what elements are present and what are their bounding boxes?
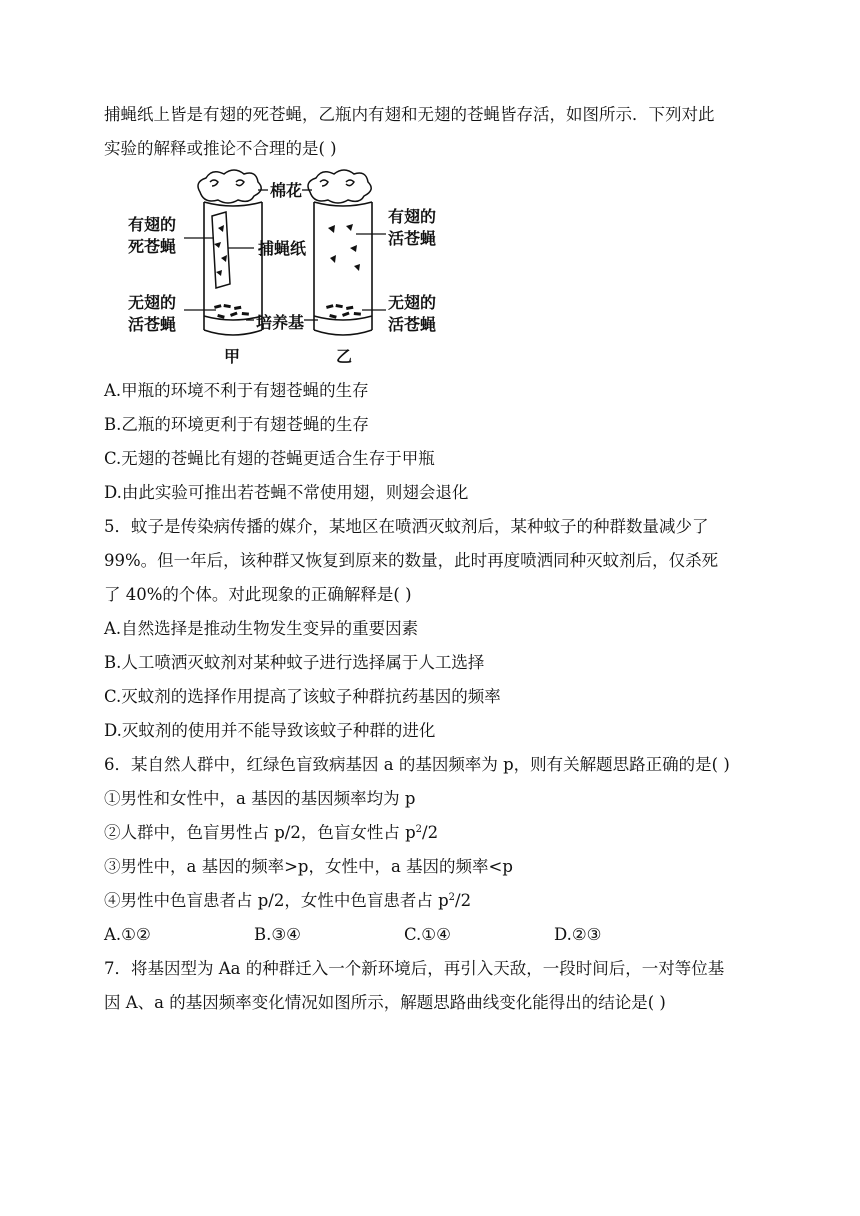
q7-stem-line1: 7．将基因型为 Aa 的种群迁入一个新环境后，再引入天敌，一段时间后，一对等位基 <box>104 959 725 978</box>
q6-statement-2 <box>104 821 438 845</box>
q4-option-c: C.无翅的苍蝇比有翅的苍蝇更适合生存于甲瓶 <box>104 449 435 468</box>
q6-s4-tail: /2 <box>455 891 472 910</box>
label-winged-live-2: 活苍蝇 <box>388 229 437 248</box>
q6-stem: 6．某自然人群中，红绿色盲致病基因 a 的基因频率为 p，则有关解题思路正确的是( ) <box>104 755 730 774</box>
label-medium: 培养基 <box>256 313 305 332</box>
q7-stem-line2: 因 A、a 的基因频率变化情况如图所示，解题思路曲线变化能得出的结论是( ) <box>104 993 666 1012</box>
label-winged-dead-1: 有翅的 <box>128 215 177 234</box>
q4-option-b: B.乙瓶的环境更利于有翅苍蝇的生存 <box>104 415 369 434</box>
label-wingless-live-left-2: 活苍蝇 <box>128 315 177 334</box>
wingless-flies-yi <box>326 304 361 319</box>
q6-statement-4 <box>104 889 471 913</box>
q6-statement-3: ③男性中，a 基因的频率>p，女性中，a 基因的频率<p <box>104 857 513 876</box>
q6-option-b: B.③④ <box>254 925 301 944</box>
q5-option-b: B.人工喷洒灭蚊剂对某种蚊子进行选择属于人工选择 <box>104 653 485 672</box>
label-wingless-live-right-1: 无翅的 <box>388 293 437 312</box>
q6-statement-1: ①男性和女性中，a 基因的基因频率均为 p <box>104 789 416 808</box>
label-winged-dead-2: 死苍蝇 <box>128 237 177 256</box>
q6-option-a: A.①② <box>104 925 151 944</box>
q5-stem-line2: 99%。但一年后，该种群又恢复到原来的数量，此时再度喷洒同种灭蚊剂后，仅杀死 <box>104 551 719 570</box>
q4-option-a: A.甲瓶的环境不利于有翅苍蝇的生存 <box>104 381 369 400</box>
cotton-icon <box>198 170 261 203</box>
label-winged-live-1: 有翅的 <box>388 207 437 226</box>
winged-flies-yi <box>328 224 360 271</box>
q6-s4-exponent: 2 <box>448 892 456 903</box>
flypaper <box>212 212 230 288</box>
q6-option-d: D.②③ <box>554 925 602 944</box>
label-wingless-live-right-2: 活苍蝇 <box>388 315 437 334</box>
q6-s2-exponent: 2 <box>415 824 423 835</box>
cotton-icon <box>308 170 371 203</box>
q4-stem-line2: 实验的解释或推论不合理的是( ) <box>104 139 337 158</box>
label-flypaper: 捕蝇纸 <box>258 239 307 258</box>
q6-s2-tail: /2 <box>422 823 439 842</box>
q4-stem-line1: 捕蝇纸上皆是有翅的死苍蝇，乙瓶内有翅和无翅的苍蝇皆存活，如图所示．下列对此 <box>104 105 715 124</box>
label-wingless-live-left-1: 无翅的 <box>128 293 177 312</box>
label-bottle-yi: 乙 <box>336 347 353 366</box>
wingless-flies-jia <box>214 304 249 319</box>
q5-option-a: A.自然选择是推动生物发生变异的重要因素 <box>104 619 419 638</box>
label-bottle-jia: 甲 <box>224 347 241 366</box>
q5-stem-line1: 5．蚊子是传染病传播的媒介，某地区在喷洒灭蚊剂后，某种蚊子的种群数量减少了 <box>104 517 709 536</box>
q6-s2-text: ②人群中，色盲男性占 p/2，色盲女性占 p <box>104 823 416 842</box>
q4-option-d: D.由此实验可推出若苍蝇不常使用翅，则翅会退化 <box>104 483 469 502</box>
q6-option-c: C.①④ <box>404 925 451 944</box>
q5-option-d: D.灭蚊剂的使用并不能导致该蚊子种群的进化 <box>104 721 436 740</box>
q5-option-c: C.灭蚊剂的选择作用提高了该蚊子种群抗药基因的频率 <box>104 687 501 706</box>
q5-stem-line3: 了 40%的个体。对此现象的正确解释是( ) <box>104 585 412 604</box>
label-cotton: 棉花 <box>270 181 303 200</box>
q6-s4-text: ④男性中色盲患者占 p/2，女性中色盲患者占 p <box>104 891 449 910</box>
fly-bottle-figure <box>118 168 458 368</box>
